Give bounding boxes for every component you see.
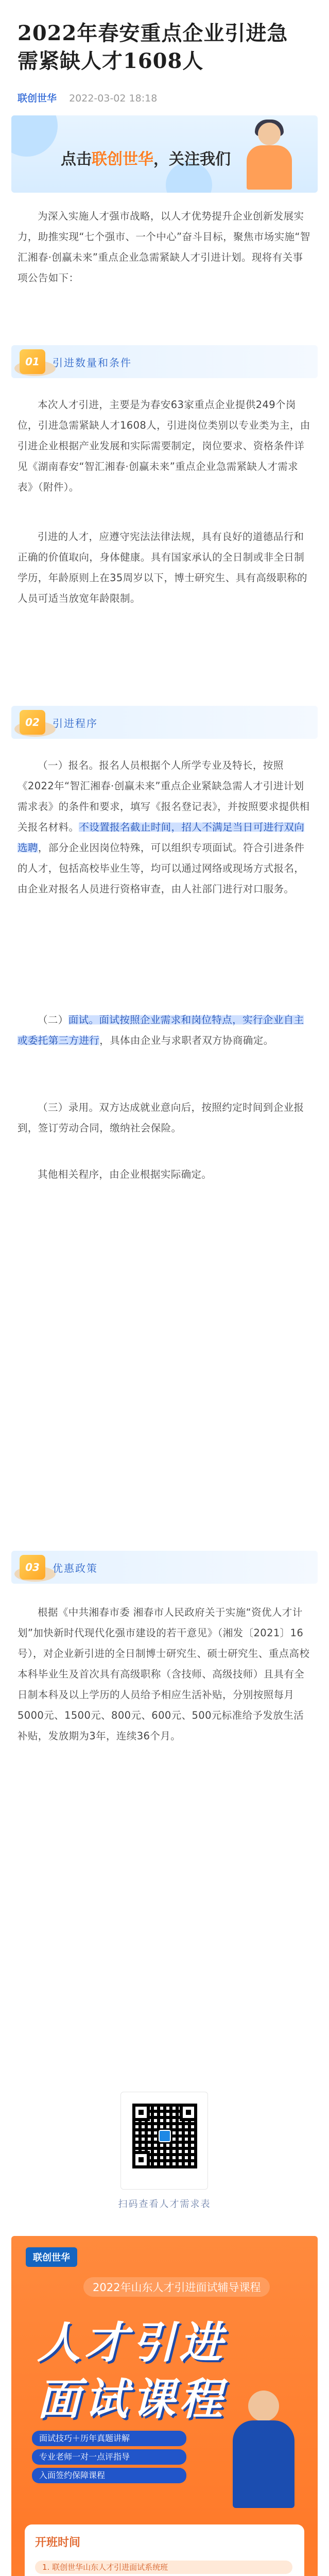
requirements-qr-code[interactable] — [120, 2092, 208, 2190]
poster-features — [32, 2431, 186, 2486]
signup-highlight: 不设置报名截止时间，招人不满足当日可进行双向选聘 — [18, 821, 305, 854]
conditions-paragraph: 引进的人才，应遵守宪法法律法规，具有良好的道德品行和正确的价值取向，身体健康。具有国家承认的全日制或非全日制学历，年龄原则上在35周岁以下，博士研究生、具有高级职称的人员可适当放宽年龄限制。 — [18, 531, 307, 604]
follow-brand: 联创世华 — [92, 150, 153, 168]
procedure-hire-paragraph: （三）录用。双方达成就业意向后，按照约定时间到企业报到，签订劳动合同，缴纳社会保险。 — [18, 1101, 304, 1134]
section-title: 引进程序 — [53, 717, 98, 730]
procedure-other-paragraph: 其他相关程序，由企业根据实际确定。 — [38, 1168, 212, 1180]
qr-logo-icon — [159, 2130, 171, 2142]
section-number-badge: 01 — [20, 349, 45, 374]
poster-tagline: 2022年山东人才引进面试辅导课程 — [83, 2277, 270, 2297]
card-title: 开班时间 — [35, 2536, 81, 2549]
poster-headline-2: 面试课程 — [37, 2374, 227, 2425]
interview-highlight: 面试。面试按照企业需求和岗位特点，实行企业自主或委托第三方进行 — [18, 1014, 304, 1046]
poster-headline-1: 人才引进 — [37, 2317, 227, 2368]
signup-text-rest: ，部分企业因岗位特殊，可以组织专项面试。符合引进条件的人才，包括高校毕业生等，均可以通过网络或现场方式报名，由企业对报名人员进行资格审查，由人社部门进行对口服务。 — [18, 842, 305, 895]
interview-text-rest: ，具体由企业与求职者双方协商确定。 — [99, 1035, 274, 1046]
feature-item: 入面签约保障课程 — [32, 2468, 186, 2483]
signup-text: （一）报名。报名人员根据个人所学专业及特长，按照《2022年“智汇湘春·创赢未来”重点企业紧缺急需人才引进计划需求表》的条件和要求，填写《报名登记表》，并按照要求提供相关报名材料。 — [18, 759, 310, 833]
conditions-paragraph: 本次人才引进，主要是为春安63家重点企业提供249个岗位，引进急需紧缺人才1608人，引进岗位类别以专业类为主，由引进企业根据产业发展和实际需要制定，岗位要求、资格条件详见《湖南春安“智汇湘春·创赢未来”重点企业急需紧缺人才需求表》（附件）。 — [18, 399, 310, 493]
plan-item: 1. 联创世华山东人才引进面试系统班 — [35, 2561, 292, 2574]
article-title: 2022年春安重点企业引进急需紧缺人才1608人 — [18, 21, 288, 73]
section-header-policy — [11, 1551, 318, 1584]
source-link[interactable]: 联创世华 — [18, 93, 57, 104]
procedure-signup-paragraph — [18, 755, 312, 900]
mascot-illustration — [240, 123, 297, 190]
qr-code-image — [132, 2104, 197, 2168]
article-meta — [18, 91, 157, 105]
section-header-procedure — [11, 706, 318, 739]
policy-paragraph: 根据《中共湘春市委 湘春市人民政府关于实施“资优人才计划”加快新时代现代化强市建设的若干意见》（湘发〔2021〕16号），对企业新引进的全日制博士研究生、硕士研究生、重点高校本科毕业生及首次具有高级职称（含技师、高级技师）且具有全日制本科及以上学历的人员给予相应生活补贴，分别按照每月5000元、1500元、800元、600元、500元标准给予发放生活补贴，发放期为3年，连续36个月。 — [18, 1606, 310, 1742]
follow-prefix: 点击 — [61, 150, 92, 168]
publish-date: 2022-03-02 18:18 — [69, 93, 158, 104]
follow-banner[interactable] — [11, 115, 318, 193]
qr-caption: 扫码查看人才需求表 — [118, 2199, 211, 2210]
follow-text — [61, 146, 231, 169]
feature-item: 面试技巧＋历年真题讲解 — [32, 2431, 186, 2446]
interview-prefix: （二） — [38, 1014, 68, 1026]
procedure-interview-paragraph — [18, 1010, 312, 1051]
course-promo-poster[interactable] — [11, 2236, 318, 2576]
brand-logo: 联创世华 — [26, 2247, 77, 2267]
course-info-card — [25, 2524, 304, 2576]
section-header-conditions — [11, 345, 318, 378]
intro-paragraph: 为深入实施人才强市战略，以人才优势提升企业创新发展实力，助推实现“七个强市、一个中心”奋斗目标，聚焦市场实施“智汇湘春·创赢未来”重点企业急需紧缺人才引进计划。现将有关事项公告如下： — [18, 210, 310, 284]
feature-item: 专业老师一对一点评指导 — [32, 2449, 186, 2465]
decor-circle — [11, 115, 58, 157]
teacher-illustration — [225, 2391, 302, 2509]
section-number-badge: 03 — [20, 1555, 45, 1580]
section-number-badge: 02 — [20, 710, 45, 735]
section-title: 引进数量和条件 — [53, 357, 132, 369]
section-title: 优惠政策 — [53, 1562, 98, 1574]
follow-suffix: ，关注我们 — [153, 150, 231, 168]
